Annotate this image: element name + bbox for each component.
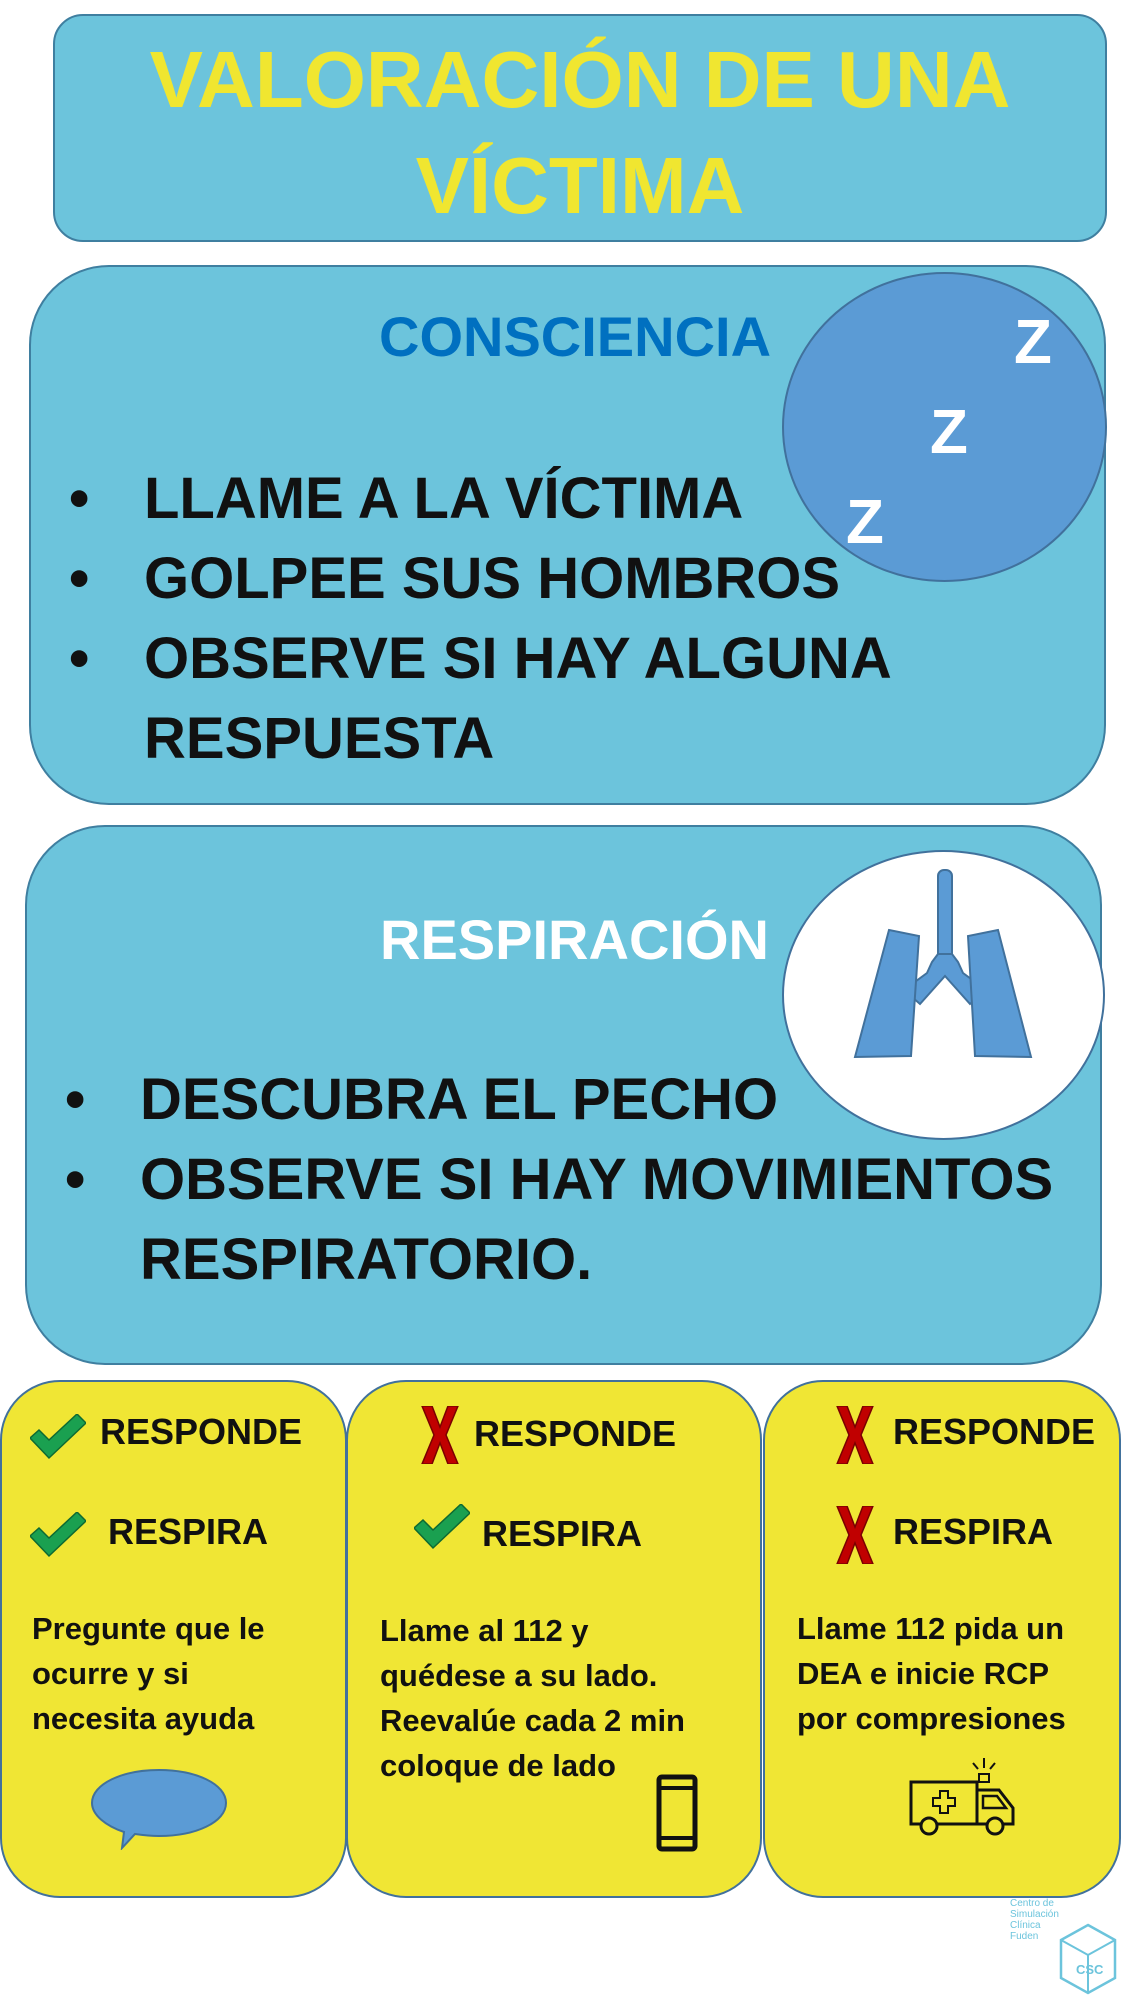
card-no-responde-respira (346, 1380, 762, 1898)
bullet-item: • OBSERVE SI HAY MOVIMIENTOS RESPIRATORIO. (65, 1140, 1053, 1300)
logo-mark-text: CSC (1076, 1962, 1104, 1977)
check-icon (30, 1414, 86, 1460)
title-banner (53, 14, 1107, 242)
card-instructions: Llame 112 pida un DEA e inicie RCP por compresiones (797, 1611, 1066, 1736)
ambulance-icon (907, 1752, 1019, 1836)
respiracion-heading: RESPIRACIÓN (380, 908, 769, 971)
csc-logo-mark-icon (1058, 1922, 1118, 1996)
lungs-icon (782, 850, 1105, 1140)
respira-label: RESPIRA (893, 1511, 1054, 1552)
responde-label: RESPONDE (474, 1413, 677, 1454)
title-line-2: VÍCTIMA (415, 141, 745, 230)
respira-label: RESPIRA (108, 1511, 269, 1552)
cross-icon (835, 1506, 875, 1564)
card-instructions: Llame al 112 y quédese a su lado. Reevalúe cada 2 min coloque de lado (380, 1613, 685, 1783)
bullet-item: • DESCUBRA EL PECHO (65, 1060, 1053, 1140)
card-instructions: Pregunte que le ocurre y si necesita ayuda (32, 1611, 265, 1736)
consciencia-bullets (69, 459, 892, 779)
title-line-1: VALORACIÓN DE UNA (149, 35, 1011, 124)
responde-label: RESPONDE (893, 1411, 1096, 1452)
bullet-item: • OBSERVE SI HAY ALGUNA RESPUESTA (69, 619, 892, 779)
csc-logo (1010, 1898, 1120, 1998)
z-letter: Z (846, 488, 884, 557)
card-no-responde-no-respira (763, 1380, 1121, 1898)
phone-icon (656, 1774, 698, 1852)
bullet-item: • LLAME A LA VÍCTIMA (69, 459, 892, 539)
cross-icon (835, 1406, 875, 1464)
logo-text: Centro de Simulación Clínica Fuden (1010, 1898, 1059, 1942)
sleep-zzz-icon (782, 272, 1107, 582)
z-letter: Z (1014, 308, 1052, 377)
consciencia-heading: CONSCIENCIA (379, 305, 772, 368)
card-responde-respira (0, 1380, 347, 1898)
respira-label: RESPIRA (482, 1513, 643, 1554)
bullet-item: • GOLPEE SUS HOMBROS (69, 539, 892, 619)
speech-bubble-icon (88, 1768, 230, 1850)
check-icon (414, 1504, 470, 1550)
check-icon (30, 1512, 86, 1558)
z-letter: Z (930, 398, 968, 467)
cross-icon (420, 1406, 460, 1464)
responde-label: RESPONDE (100, 1411, 303, 1452)
